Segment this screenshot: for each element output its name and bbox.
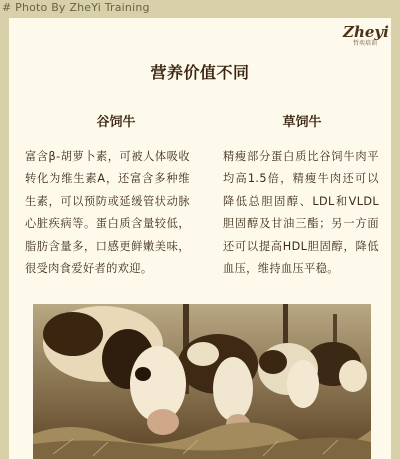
cattle-feeding-photo [33, 304, 371, 459]
photo-credit-watermark: # Photo By ZheYi Training [2, 1, 150, 14]
column-heading-grass-fed: 草饲牛 [282, 115, 322, 130]
logo-script: Zheyi [343, 23, 389, 41]
column-heading-grain-fed: 谷饲牛 [96, 115, 136, 130]
brand-logo [343, 24, 387, 56]
column-text-grain-fed: 富含β-胡萝卜素，可被人体吸收转化为维生素A，还富含多种维生素，可以预防或延缓管状动脉心脏疾病等。蛋白质含量较低，脂肪含量多，口感更鲜嫩美味，很受肉食爱好者的欢迎。 [25, 150, 190, 276]
column-text-grass-fed: 精瘦部分蛋白质比谷饲牛肉平均高1.5倍，精瘦牛肉还可以降低总胆固醇、LDL和VLDL胆固醇及甘油三酯；另一方面还可以提高HDL胆固醇，降低血压，维持血压平稳。 [223, 150, 379, 276]
page-title: 营养价值不同 [150, 63, 250, 82]
content-card [9, 18, 391, 459]
logo-subtitle: 哲奕培训 [352, 40, 377, 47]
